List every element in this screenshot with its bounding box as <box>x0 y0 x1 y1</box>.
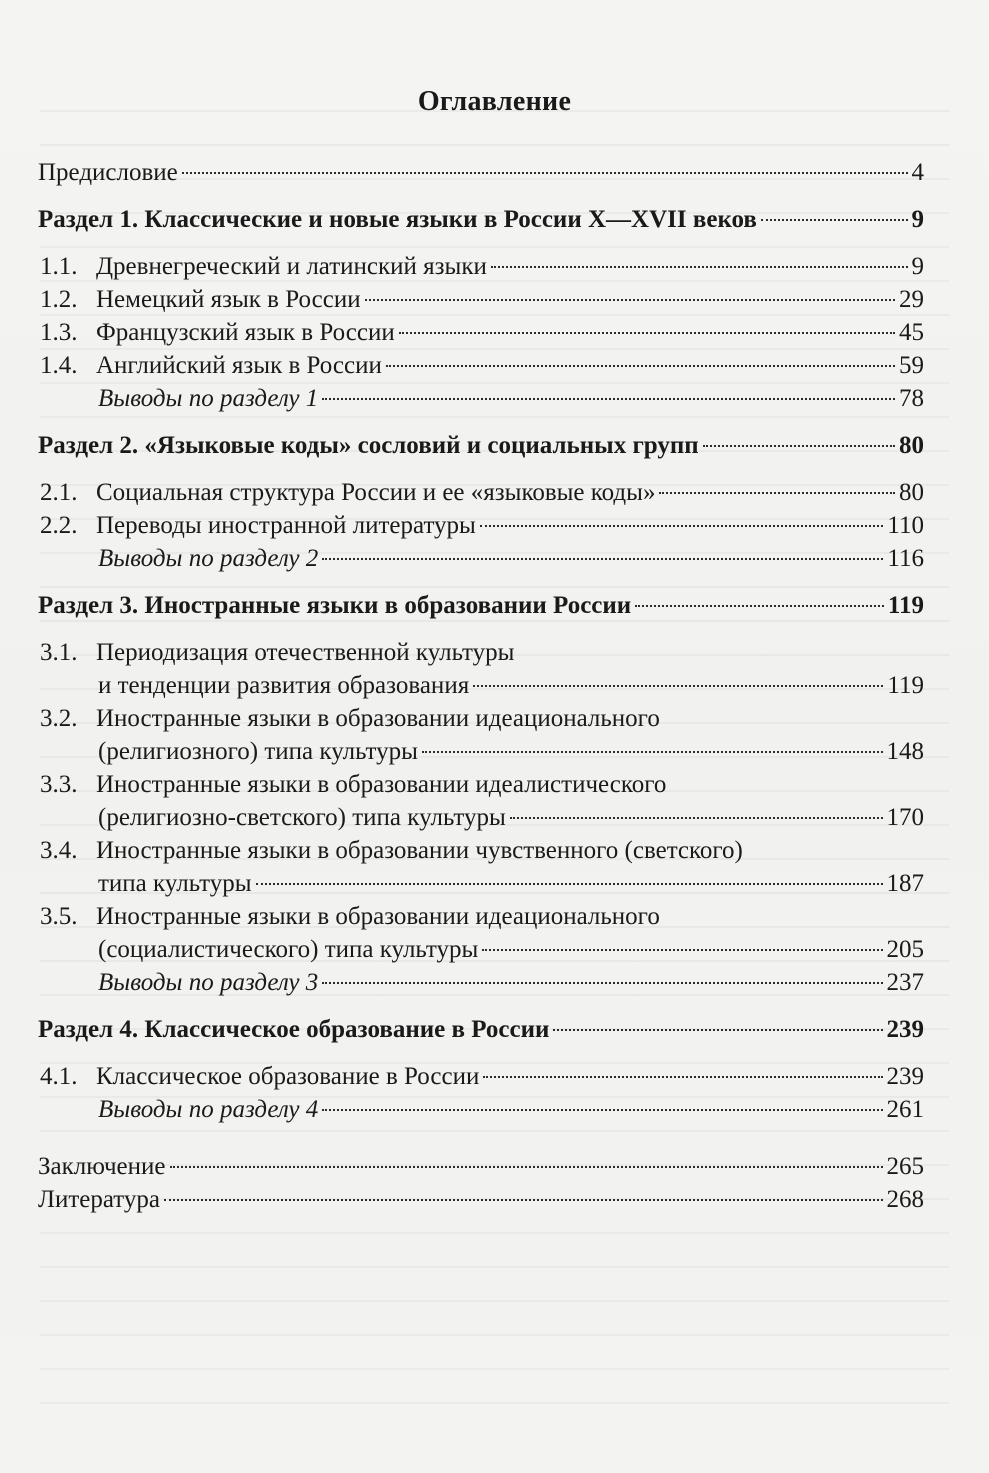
toc-section-label: Раздел 1. Классические и новые языки в России X—XVII веков <box>38 206 757 233</box>
toc-entry-1-2[interactable] <box>38 283 924 316</box>
toc-entry-label-line1: Иностранные языки в образовании идеалистического <box>96 771 667 798</box>
toc-entry-label: Заключение <box>38 1153 166 1180</box>
toc-page-number: 59 <box>899 352 924 379</box>
toc-page-number: 265 <box>886 1153 924 1180</box>
toc-entry-label-line1: Иностранные языки в образовании идеационального <box>96 903 660 930</box>
dot-leader <box>703 444 895 447</box>
dot-leader <box>365 298 895 301</box>
toc-page-number: 261 <box>886 1096 924 1123</box>
toc-page-number: 29 <box>899 286 924 313</box>
toc-section-3[interactable] <box>38 589 924 622</box>
toc-entry-3-1-cont[interactable] <box>38 669 924 702</box>
toc-entry-label: Древнегреческий и латинский языки <box>96 253 487 280</box>
toc-page-number: 239 <box>886 1016 924 1043</box>
toc-entry-label-line2: (религиозно-светского) типа культуры <box>98 804 506 831</box>
page-title: Оглавление <box>417 86 572 117</box>
toc-entry-number: 2.1. <box>40 479 78 506</box>
dot-leader <box>635 604 884 607</box>
dot-leader <box>659 491 895 494</box>
toc-entry-conclusions-4[interactable] <box>38 1093 924 1126</box>
toc-entry-1-3[interactable] <box>38 316 924 349</box>
dot-leader <box>510 816 883 819</box>
toc-entry-3-3-cont[interactable] <box>38 801 924 834</box>
toc-entry-3-3[interactable] <box>38 768 924 801</box>
toc-section-2[interactable] <box>38 429 924 462</box>
dot-leader <box>761 218 908 221</box>
toc-entry-3-5-cont[interactable] <box>38 933 924 966</box>
toc-page-number: 237 <box>886 969 924 996</box>
toc-section-4[interactable] <box>38 1013 924 1046</box>
toc-entry-3-2[interactable] <box>38 702 924 735</box>
toc-entry-literature[interactable] <box>38 1183 924 1216</box>
table-of-contents <box>38 156 924 1216</box>
toc-entry-number: 4.1. <box>40 1063 78 1090</box>
toc-entry-label: Выводы по разделу 2 <box>98 545 319 572</box>
toc-entry-number: 3.4. <box>40 837 78 864</box>
toc-page-number: 119 <box>887 672 924 699</box>
dot-leader <box>182 171 908 174</box>
toc-entry-label: Выводы по разделу 3 <box>98 969 319 996</box>
toc-page-number: 80 <box>899 432 924 459</box>
dot-leader <box>170 1165 883 1168</box>
toc-entry-3-4-cont[interactable] <box>38 867 924 900</box>
toc-page-number: 80 <box>899 479 924 506</box>
toc-page-number: 148 <box>886 738 924 765</box>
toc-entry-number: 3.5. <box>40 903 78 930</box>
toc-page-number: 205 <box>886 936 924 963</box>
toc-entry-label: Выводы по разделу 4 <box>98 1096 319 1123</box>
toc-page-number: 187 <box>886 870 924 897</box>
toc-entry-2-2[interactable] <box>38 509 924 542</box>
dot-leader <box>480 524 884 527</box>
dot-leader <box>483 1075 882 1078</box>
toc-entry-label: Социальная структура России и ее «языковые коды» <box>96 479 656 506</box>
toc-entry-conclusion[interactable] <box>38 1150 924 1183</box>
toc-entry-label: Выводы по разделу 1 <box>98 385 319 412</box>
toc-entry-label-line2: (религиозного) типа культуры <box>98 738 418 765</box>
toc-entry-3-4[interactable] <box>38 834 924 867</box>
toc-entry-label-line2: и тенденции развития образования <box>98 672 470 699</box>
toc-entry-label: Переводы иностранной литературы <box>96 512 476 539</box>
dot-leader <box>399 331 895 334</box>
toc-section-label: Раздел 3. Иностранные языки в образовании России <box>38 592 632 619</box>
toc-entry-number: 1.1. <box>40 253 78 280</box>
toc-entry-label-line1: Иностранные языки в образовании чувственного (светского) <box>96 837 743 864</box>
toc-entry-label: Литература <box>38 1186 160 1213</box>
toc-entry-number: 3.2. <box>40 705 78 732</box>
toc-entry-1-1[interactable] <box>38 250 924 283</box>
toc-entry-label-line2: типа культуры <box>98 870 252 897</box>
dot-leader <box>473 684 883 687</box>
dot-leader <box>256 882 883 885</box>
toc-entry-label: Немецкий язык в России <box>96 286 361 313</box>
toc-entry-3-1[interactable] <box>38 636 924 669</box>
toc-entry-label: Классическое образование в России <box>96 1063 480 1090</box>
toc-entry-conclusions-3[interactable] <box>38 966 924 999</box>
toc-section-1[interactable] <box>38 203 924 236</box>
toc-section-label: Раздел 4. Классическое образование в России <box>38 1016 550 1043</box>
dot-leader <box>322 557 883 560</box>
toc-page-number: 170 <box>886 804 924 831</box>
toc-entry-number: 3.3. <box>40 771 78 798</box>
toc-entry-label-line1: Иностранные языки в образовании идеационального <box>96 705 660 732</box>
toc-entry-4-1[interactable] <box>38 1060 924 1093</box>
toc-page-number: 116 <box>887 545 924 572</box>
dot-leader <box>386 364 895 367</box>
dot-leader <box>553 1028 882 1031</box>
dot-leader <box>322 1108 882 1111</box>
toc-entry-label-line1: Периодизация отечественной культуры <box>96 639 515 666</box>
toc-entry-label-line2: (социалистического) типа культуры <box>98 936 479 963</box>
toc-page-number: 9 <box>911 253 924 280</box>
dot-leader <box>482 948 882 951</box>
toc-entry-number: 2.2. <box>40 512 78 539</box>
dot-leader <box>422 750 883 753</box>
toc-page-number: 4 <box>911 159 924 186</box>
dot-leader <box>491 265 908 268</box>
toc-entry-1-4[interactable] <box>38 349 924 382</box>
toc-entry-label: Предисловие <box>38 159 178 186</box>
toc-page-number: 268 <box>886 1186 924 1213</box>
toc-entry-number: 1.2. <box>40 286 78 313</box>
toc-page-number: 119 <box>887 592 924 619</box>
toc-page-number: 78 <box>899 385 924 412</box>
toc-entry-conclusions-2[interactable] <box>38 542 924 575</box>
toc-entry-preface[interactable] <box>38 156 924 189</box>
toc-entry-3-5[interactable] <box>38 900 924 933</box>
toc-entry-2-1[interactable] <box>38 476 924 509</box>
toc-entry-label: Английский язык в России <box>96 352 382 379</box>
toc-section-label: Раздел 2. «Языковые коды» сословий и социальных групп <box>38 432 699 459</box>
toc-entry-label: Французский язык в России <box>96 319 395 346</box>
toc-page-number: 110 <box>887 512 924 539</box>
toc-entry-number: 1.3. <box>40 319 78 346</box>
toc-page-number: 239 <box>886 1063 924 1090</box>
dot-leader <box>322 981 882 984</box>
toc-entry-3-2-cont[interactable] <box>38 735 924 768</box>
toc-entry-number: 3.1. <box>40 639 78 666</box>
toc-page-number: 9 <box>911 206 924 233</box>
dot-leader <box>322 397 895 400</box>
toc-page-number: 45 <box>899 319 924 346</box>
dot-leader <box>164 1198 883 1201</box>
toc-entry-conclusions-1[interactable] <box>38 382 924 415</box>
toc-entry-number: 1.4. <box>40 352 78 379</box>
